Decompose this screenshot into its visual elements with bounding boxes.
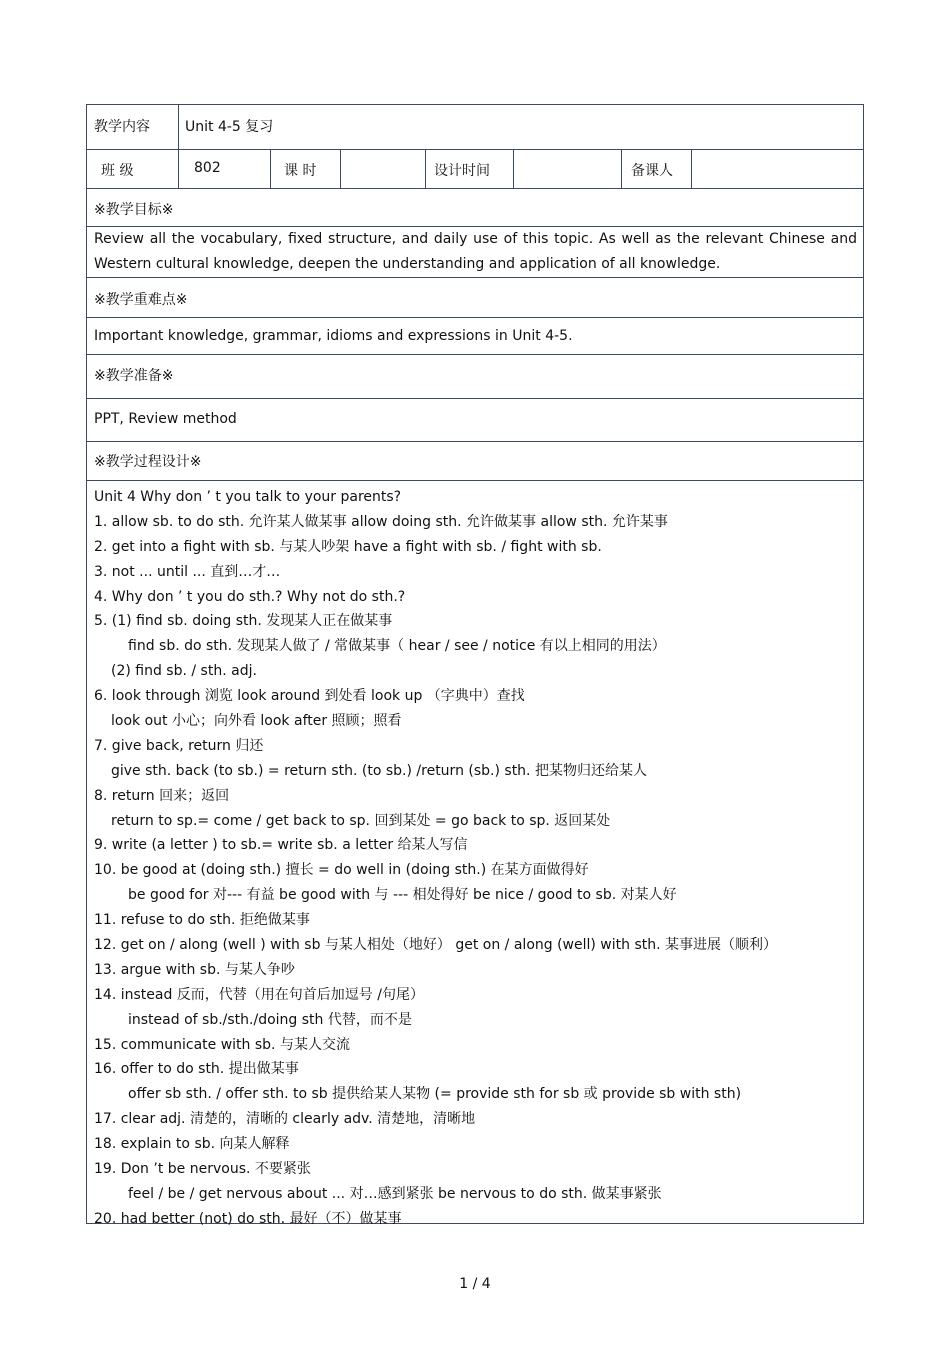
class-label: 班 级 (101, 163, 134, 179)
preparer-label: 备课人 (631, 163, 673, 179)
process-line: 8. return 回来；返回 (94, 787, 230, 804)
key-title: ※教学重难点※ (94, 292, 188, 308)
goal-title: ※教学目标※ (94, 202, 174, 218)
row-prep-text (87, 399, 863, 442)
process-line: return to sp.= come / get back to sp. 回到某处 = go back to sp. 返回某处 (111, 812, 611, 829)
process-line: 1. allow sb. to do sth. 允许某人做某事 allow doing sth. 允许做某事 allow sth. 允许某事 (94, 513, 668, 530)
process-list (94, 485, 857, 1232)
process-line: give sth. back (to sb.) = return sth. (to sb.) /return (sb.) sth. 把某物归还给某人 (111, 762, 647, 779)
process-line: be good for 对--- 有益 be good with 与 --- 相处得好 be nice / good to sb. 对某人好 (128, 887, 677, 904)
process-line: 10. be good at (doing sth.) 擅长 = do well in (doing sth.) 在某方面做得好 (94, 862, 589, 879)
row-content (87, 105, 863, 150)
period-label: 课 时 (284, 163, 317, 179)
row-process-title (87, 442, 863, 481)
row-prep-title (87, 355, 863, 399)
process-line: Unit 4 Why don ’ t you talk to your parents? (94, 489, 402, 505)
process-line: 7. give back, return 归还 (94, 737, 264, 754)
process-line: find sb. do sth. 发现某人做了 / 常做某事（ hear / see / notice 有以上相同的用法） (128, 638, 666, 655)
process-line: 15. communicate with sb. 与某人交流 (94, 1036, 350, 1053)
process-line: 19. Don ’t be nervous. 不要紧张 (94, 1161, 311, 1178)
row-key-title (87, 278, 863, 318)
process-line: 13. argue with sb. 与某人争吵 (94, 961, 295, 978)
process-line: look out 小心；向外看 look after 照顾；照看 (111, 713, 402, 730)
row-goal-title (87, 189, 863, 227)
process-line: (2) find sb. / sth. adj. (111, 663, 257, 680)
design-time-label: 设计时间 (434, 163, 490, 179)
class-value: 802 (194, 160, 221, 176)
content-value: Unit 4-5 复习 (185, 119, 274, 135)
process-line: instead of sb./sth./doing sth 代替，而不是 (128, 1011, 412, 1028)
process-line: 5. (1) find sb. doing sth. 发现某人正在做某事 (94, 613, 393, 630)
lesson-plan-table (86, 104, 864, 1227)
row-key-text (87, 318, 863, 355)
process-line: 6. look through 浏览 look around 到处看 look up （字典中）查找 (94, 688, 525, 705)
process-line: 12. get on / along (well ) with sb 与某人相处（地好） get on / along (well) with sth. 某事进展（顺利） (94, 937, 778, 954)
goal-text: Review all the vocabulary, fixed structure, and daily use of this topic. As well as the relevant Chinese and Western cultural knowledge, deepen the understanding and application of all knowledge. (94, 231, 857, 272)
process-line: 9. write (a letter ) to sb.= write sb. a letter 给某人写信 (94, 837, 468, 854)
process-line: 14. instead 反而，代替（用在句首后加逗号 /句尾） (94, 986, 424, 1003)
row-process-content (87, 481, 863, 1227)
key-text: Important knowledge, grammar, idioms and expressions in Unit 4-5. (94, 328, 573, 344)
prep-title: ※教学准备※ (94, 368, 174, 384)
process-line: 11. refuse to do sth. 拒绝做某事 (94, 912, 310, 929)
process-line: 4. Why don ’ t you do sth.? Why not do sth.? (94, 588, 406, 605)
row-meta (87, 150, 863, 189)
process-line: offer sb sth. / offer sth. to sb 提供给某人某物 (= provide sth for sb 或 provide sb with sth) (128, 1086, 742, 1103)
process-line: 17. clear adj. 清楚的，清晰的 clearly adv. 清楚地，清晰地 (94, 1111, 476, 1128)
process-line: 20. had better (not) do sth. 最好（不）做某事 (94, 1210, 402, 1227)
process-line: 2. get into a fight with sb. 与某人吵架 have a fight with sb. / fight with sb. (94, 538, 602, 555)
content-label: 教学内容 (94, 119, 150, 135)
prep-text: PPT, Review method (94, 411, 237, 427)
row-goal-text (87, 227, 863, 278)
process-line: 16. offer to do sth. 提出做某事 (94, 1061, 299, 1078)
process-title: ※教学过程设计※ (94, 454, 202, 470)
process-line: 3. not ... until ... 直到…才… (94, 563, 281, 580)
process-line: 18. explain to sb. 向某人解释 (94, 1136, 290, 1153)
process-line: feel / be / get nervous about ... 对…感到紧张 be nervous to do sth. 做某事紧张 (128, 1185, 662, 1202)
page-indicator: 1 / 4 (459, 1276, 491, 1292)
